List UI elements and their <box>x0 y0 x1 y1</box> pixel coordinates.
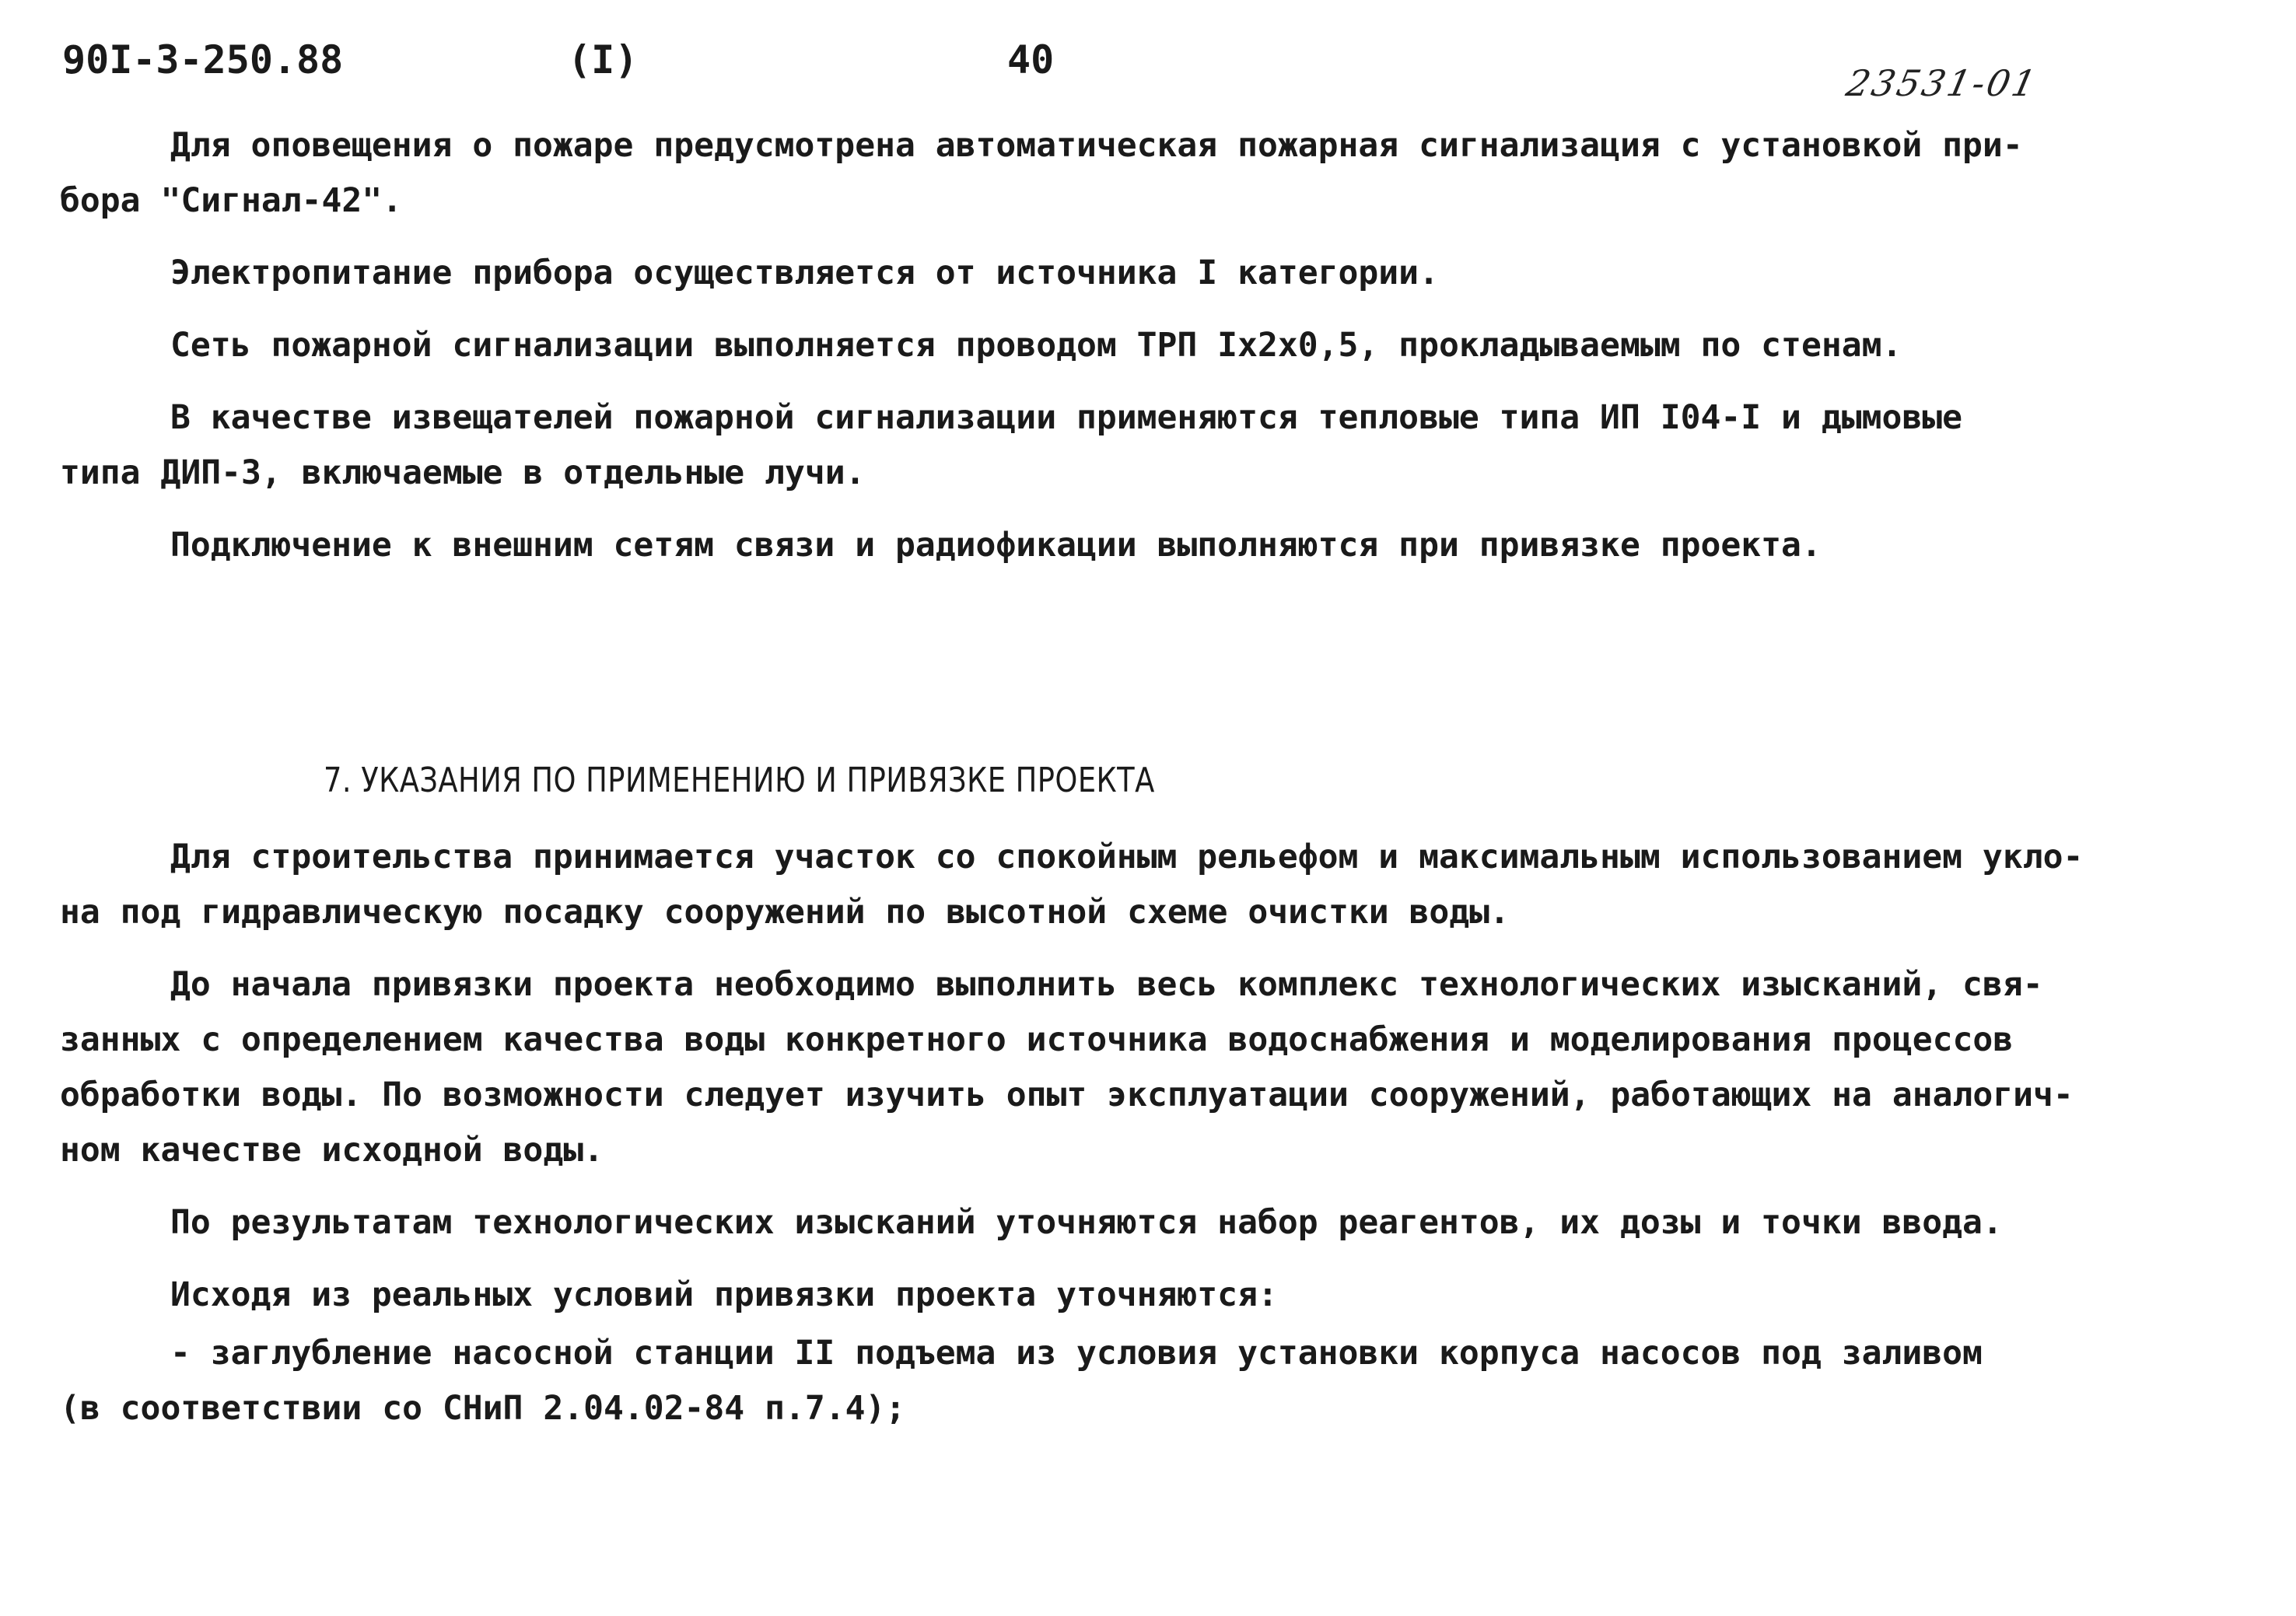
text-line: типа ДИП-3, включаемые в отдельные лучи. <box>60 453 866 492</box>
text-line: Подключение к внешним сетям связи и радиофикации выполняются при привязке проекта. <box>170 526 1822 565</box>
list-item-pump-station <box>60 1326 2253 1436</box>
paragraph-clarifications <box>60 1268 2253 1323</box>
document-code: 90I-3-250.88 <box>62 37 344 82</box>
text-line: бора "Сигнал-42". <box>60 181 403 220</box>
section-6-tail <box>60 118 2253 573</box>
paragraph-surveys <box>60 957 2253 1178</box>
section-7-heading: 7. УКАЗАНИЯ ПО ПРИМЕНЕНИЮ И ПРИВЯЗКЕ ПРОЕКТА <box>324 761 1155 800</box>
text-line: До начала привязки проекта необходимо выполнить весь комплекс технологических изысканий, свя- <box>170 965 2043 1004</box>
paragraph-alarm-wiring <box>60 318 2253 373</box>
paragraph-detectors <box>60 390 2253 501</box>
paragraph-power-supply <box>60 246 2253 301</box>
issue-number: (I) <box>568 37 639 82</box>
text-line: ном качестве исходной воды. <box>60 1131 604 1170</box>
paragraph-fire-alarm <box>60 118 2253 229</box>
text-line: Исходя из реальных условий привязки проекта уточняются: <box>170 1275 1278 1314</box>
text-line: Электропитание прибора осуществляется от источника I категории. <box>170 254 1439 292</box>
page-number: 40 <box>1007 37 1055 82</box>
text-line: По результатам технологических изысканий уточняются набор реагентов, их дозы и точки ввода. <box>170 1203 2003 1242</box>
text-line: Сеть пожарной сигнализации выполняется проводом ТРП Iх2х0,5, прокладываемым по стенам. <box>170 326 1902 365</box>
text-line: В качестве извещателей пожарной сигнализации применяются тепловые типа ИП I04-I и дымовые <box>170 398 1963 437</box>
section-7-body <box>60 830 2253 1436</box>
paragraph-site-selection <box>60 830 2253 940</box>
text-line: на под гидравлическую посадку сооружений по высотной схеме очистки воды. <box>60 893 1510 932</box>
text-line: Для оповещения о пожаре предусмотрена автоматическая пожарная сигнализация с установкой при- <box>170 126 2023 165</box>
text-line: (в соответствии со СНиП 2.04.02-84 п.7.4); <box>60 1389 906 1428</box>
paragraph-external-networks <box>60 518 2253 573</box>
text-line: обработки воды. По возможности следует изучить опыт эксплуатации сооружений, работающих на аналогич- <box>60 1076 2074 1114</box>
text-line: занных с определением качества воды конкретного источника водоснабжения и моделирования процессов <box>60 1020 2014 1059</box>
text-line: Для строительства принимается участок со спокойным рельефом и максимальным использованием укло- <box>170 838 2084 876</box>
text-line: - заглубление насосной станции II подъема из условия установки корпуса насосов под заливом <box>170 1334 1983 1373</box>
paragraph-reagents <box>60 1195 2253 1250</box>
archive-stamp: 23531-01 <box>1843 62 2042 104</box>
